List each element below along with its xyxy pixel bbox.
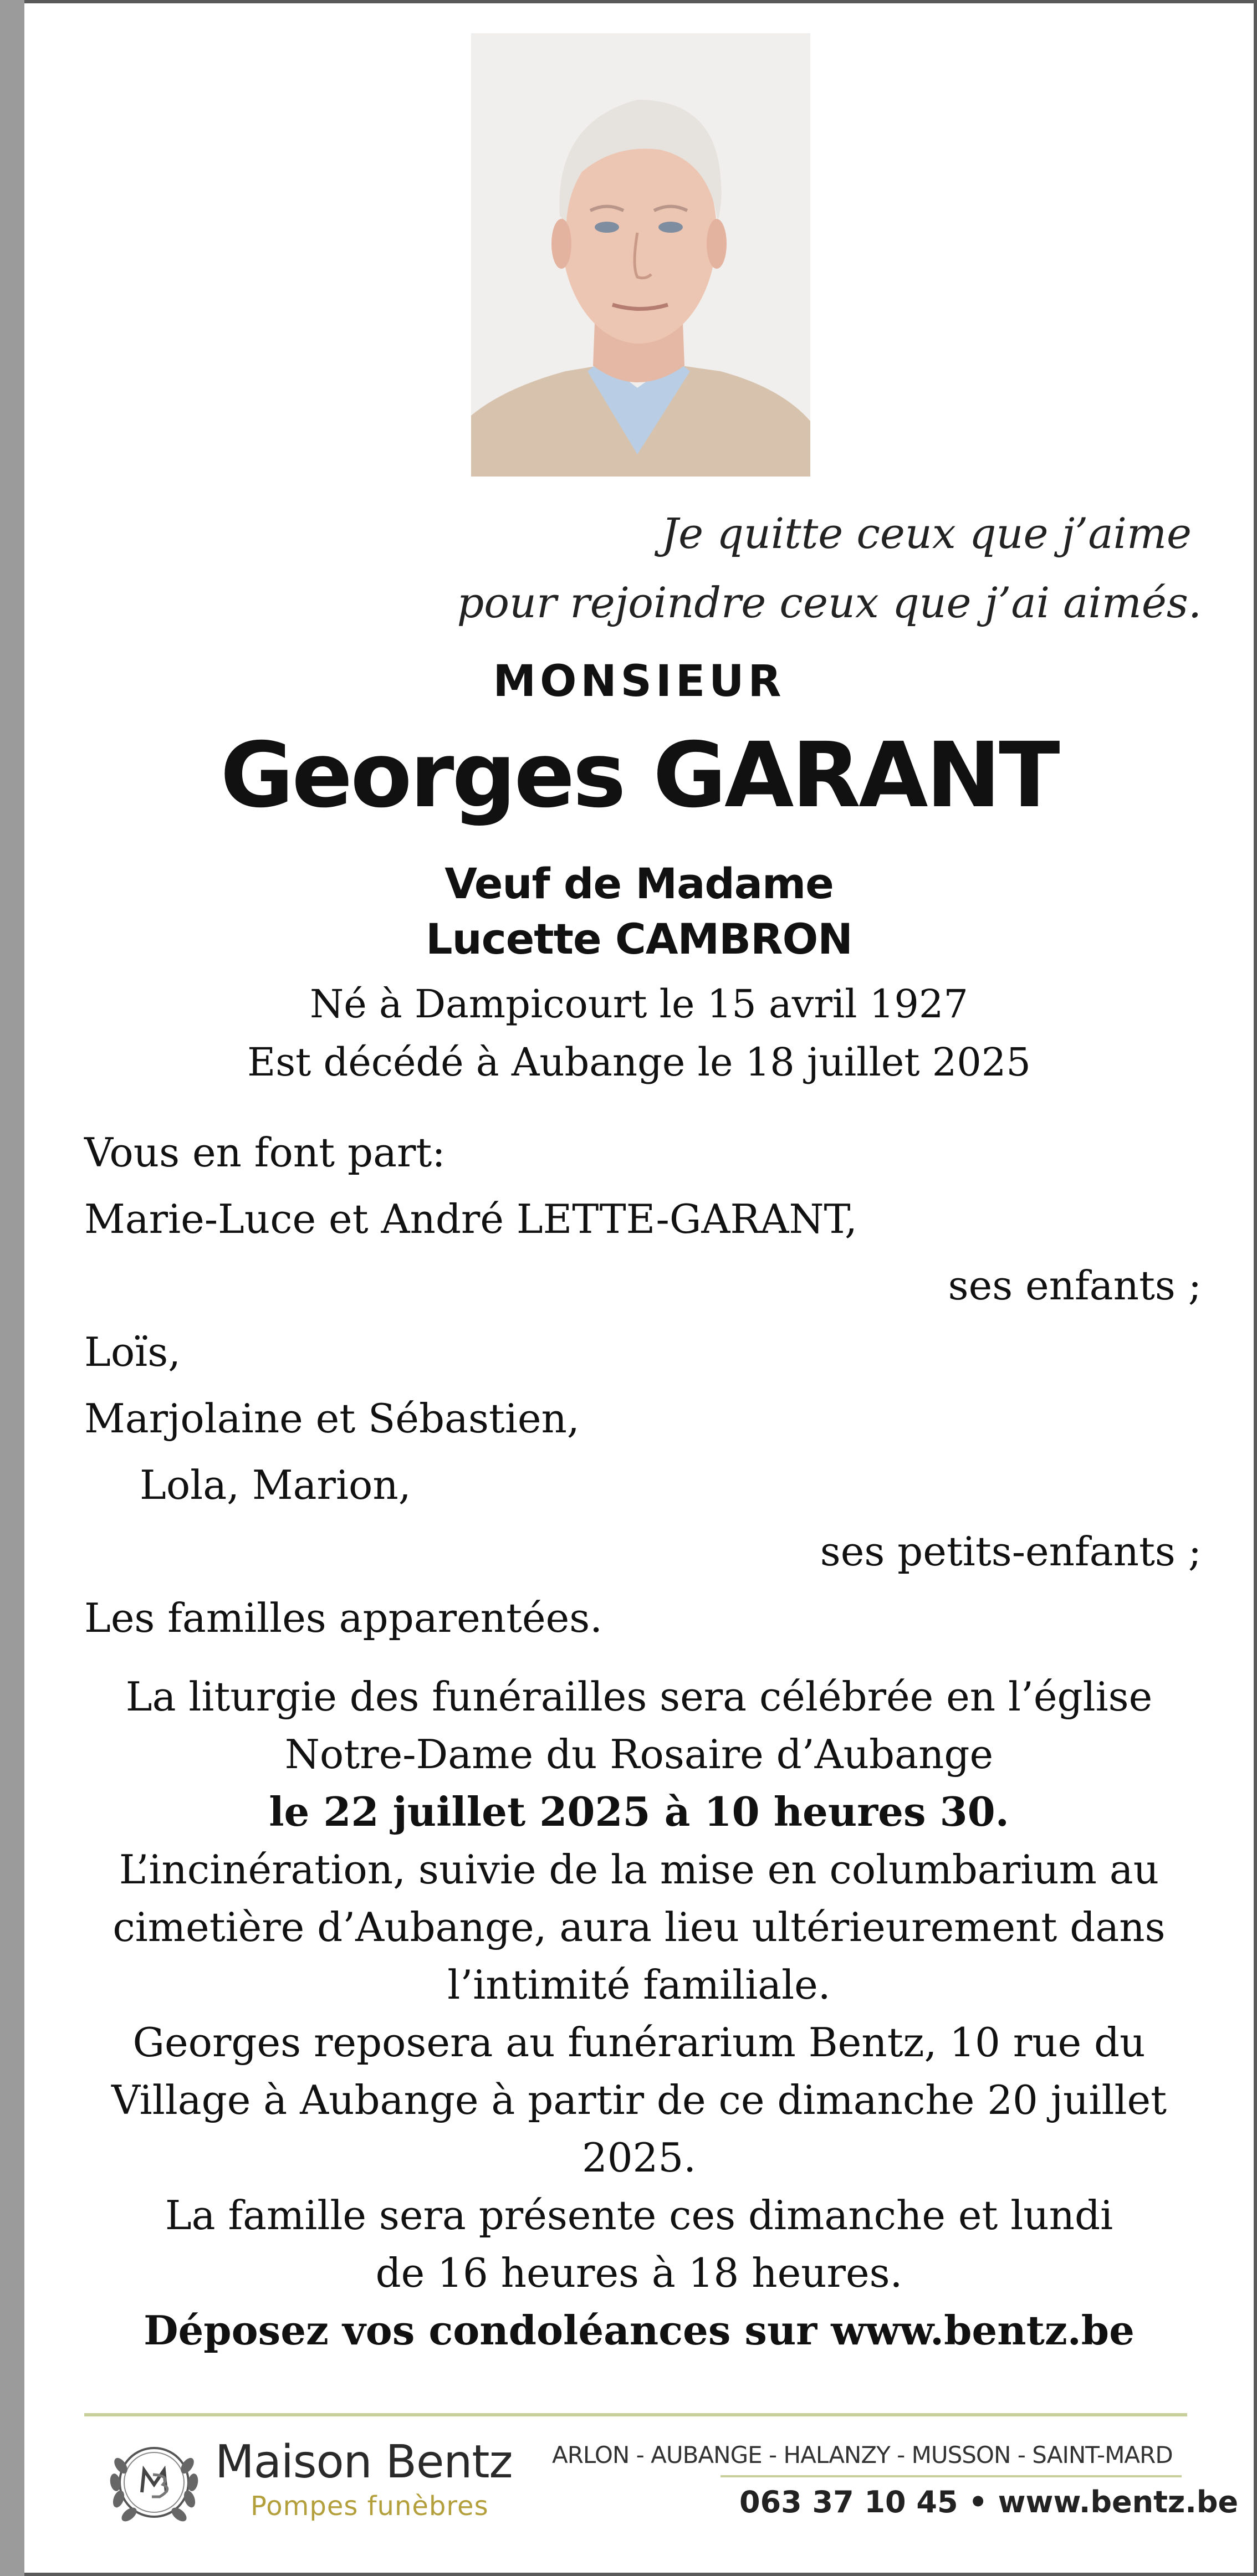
grandchild-1: Loïs, [84, 1329, 181, 1375]
ceremony-line: La famille sera présente ces dimanche et lundi [165, 2192, 1113, 2239]
ceremony-line: l’intimité familiale. [447, 1962, 831, 2008]
grandchildren-label: ses petits-enfants ; [820, 1528, 1202, 1575]
right-border-bar [1254, 0, 1257, 2576]
ceremony-line: Georges reposera au funérarium Bentz, 10 rue du [132, 2019, 1146, 2066]
relatives: Les familles apparentées. [84, 1595, 603, 1641]
brand-subtitle: Pompes funèbres [251, 2491, 489, 2522]
ceremony-line: Notre-Dame du Rosaire d’Aubange [284, 1731, 994, 1778]
family-announcement [84, 1119, 1202, 1651]
deceased-name: Georges GARANT [220, 724, 1058, 828]
brand-name: Maison Bentz [215, 2436, 513, 2488]
widow-of [24, 856, 1254, 967]
ceremony-date: le 22 juillet 2025 à 10 heures 30. [269, 1788, 1009, 1835]
great-grandchildren: Lola, Marion, [140, 1462, 411, 1508]
widow-line-1: Veuf de Madame [444, 859, 834, 908]
birth-line: Né à Dampicourt le 15 avril 1927 [310, 981, 968, 1027]
portrait-photo [471, 33, 810, 477]
ceremony-line: de 16 heures à 18 heures. [375, 2250, 903, 2296]
life-dates [24, 975, 1254, 1092]
family-intro: Vous en font part: [84, 1129, 446, 1176]
office-towns: ARLON - AUBANGE - HALANZY - MUSSON - SAINT-MARD [552, 2441, 1173, 2469]
honorific: MONSIEUR [493, 657, 785, 706]
contact-info[interactable]: 063 37 10 45 • www.bentz.be [739, 2485, 1239, 2519]
footer-contact-divider [721, 2475, 1182, 2477]
laurel-logo-icon [99, 2427, 209, 2538]
quote-line-2: pour rejoindre ceux que j’ai aimés. [457, 578, 1202, 627]
grandchild-2: Marjolaine et Sébastien, [84, 1395, 580, 1442]
children-names: Marie-Luce et André LETTE-GARANT, [84, 1196, 857, 1242]
left-border-bar [0, 0, 24, 2576]
ceremony-line: L’incinération, suivie de la mise en columbarium au [119, 1846, 1159, 1893]
death-line: Est décédé à Aubange le 18 juillet 2025 [247, 1039, 1031, 1085]
condolences-link[interactable]: Déposez vos condoléances sur www.bentz.be [144, 2307, 1135, 2354]
ceremony-line: Village à Aubange à partir de ce dimanche 20 juillet [111, 2077, 1167, 2123]
children-label: ses enfants ; [948, 1262, 1202, 1309]
quote-line-1: Je quitte ceux que j’aime [661, 509, 1192, 558]
footer-divider [84, 2413, 1187, 2416]
epitaph-quote [457, 499, 1202, 637]
widow-line-2: Lucette CAMBRON [426, 914, 852, 964]
ceremony-details [24, 1668, 1254, 2359]
ceremony-line: 2025. [581, 2134, 697, 2181]
ceremony-line: cimetière d’Aubange, aura lieu ultérieurement dans [113, 1904, 1166, 1950]
ceremony-line: La liturgie des funérailles sera célébrée en l’église [125, 1673, 1153, 1720]
